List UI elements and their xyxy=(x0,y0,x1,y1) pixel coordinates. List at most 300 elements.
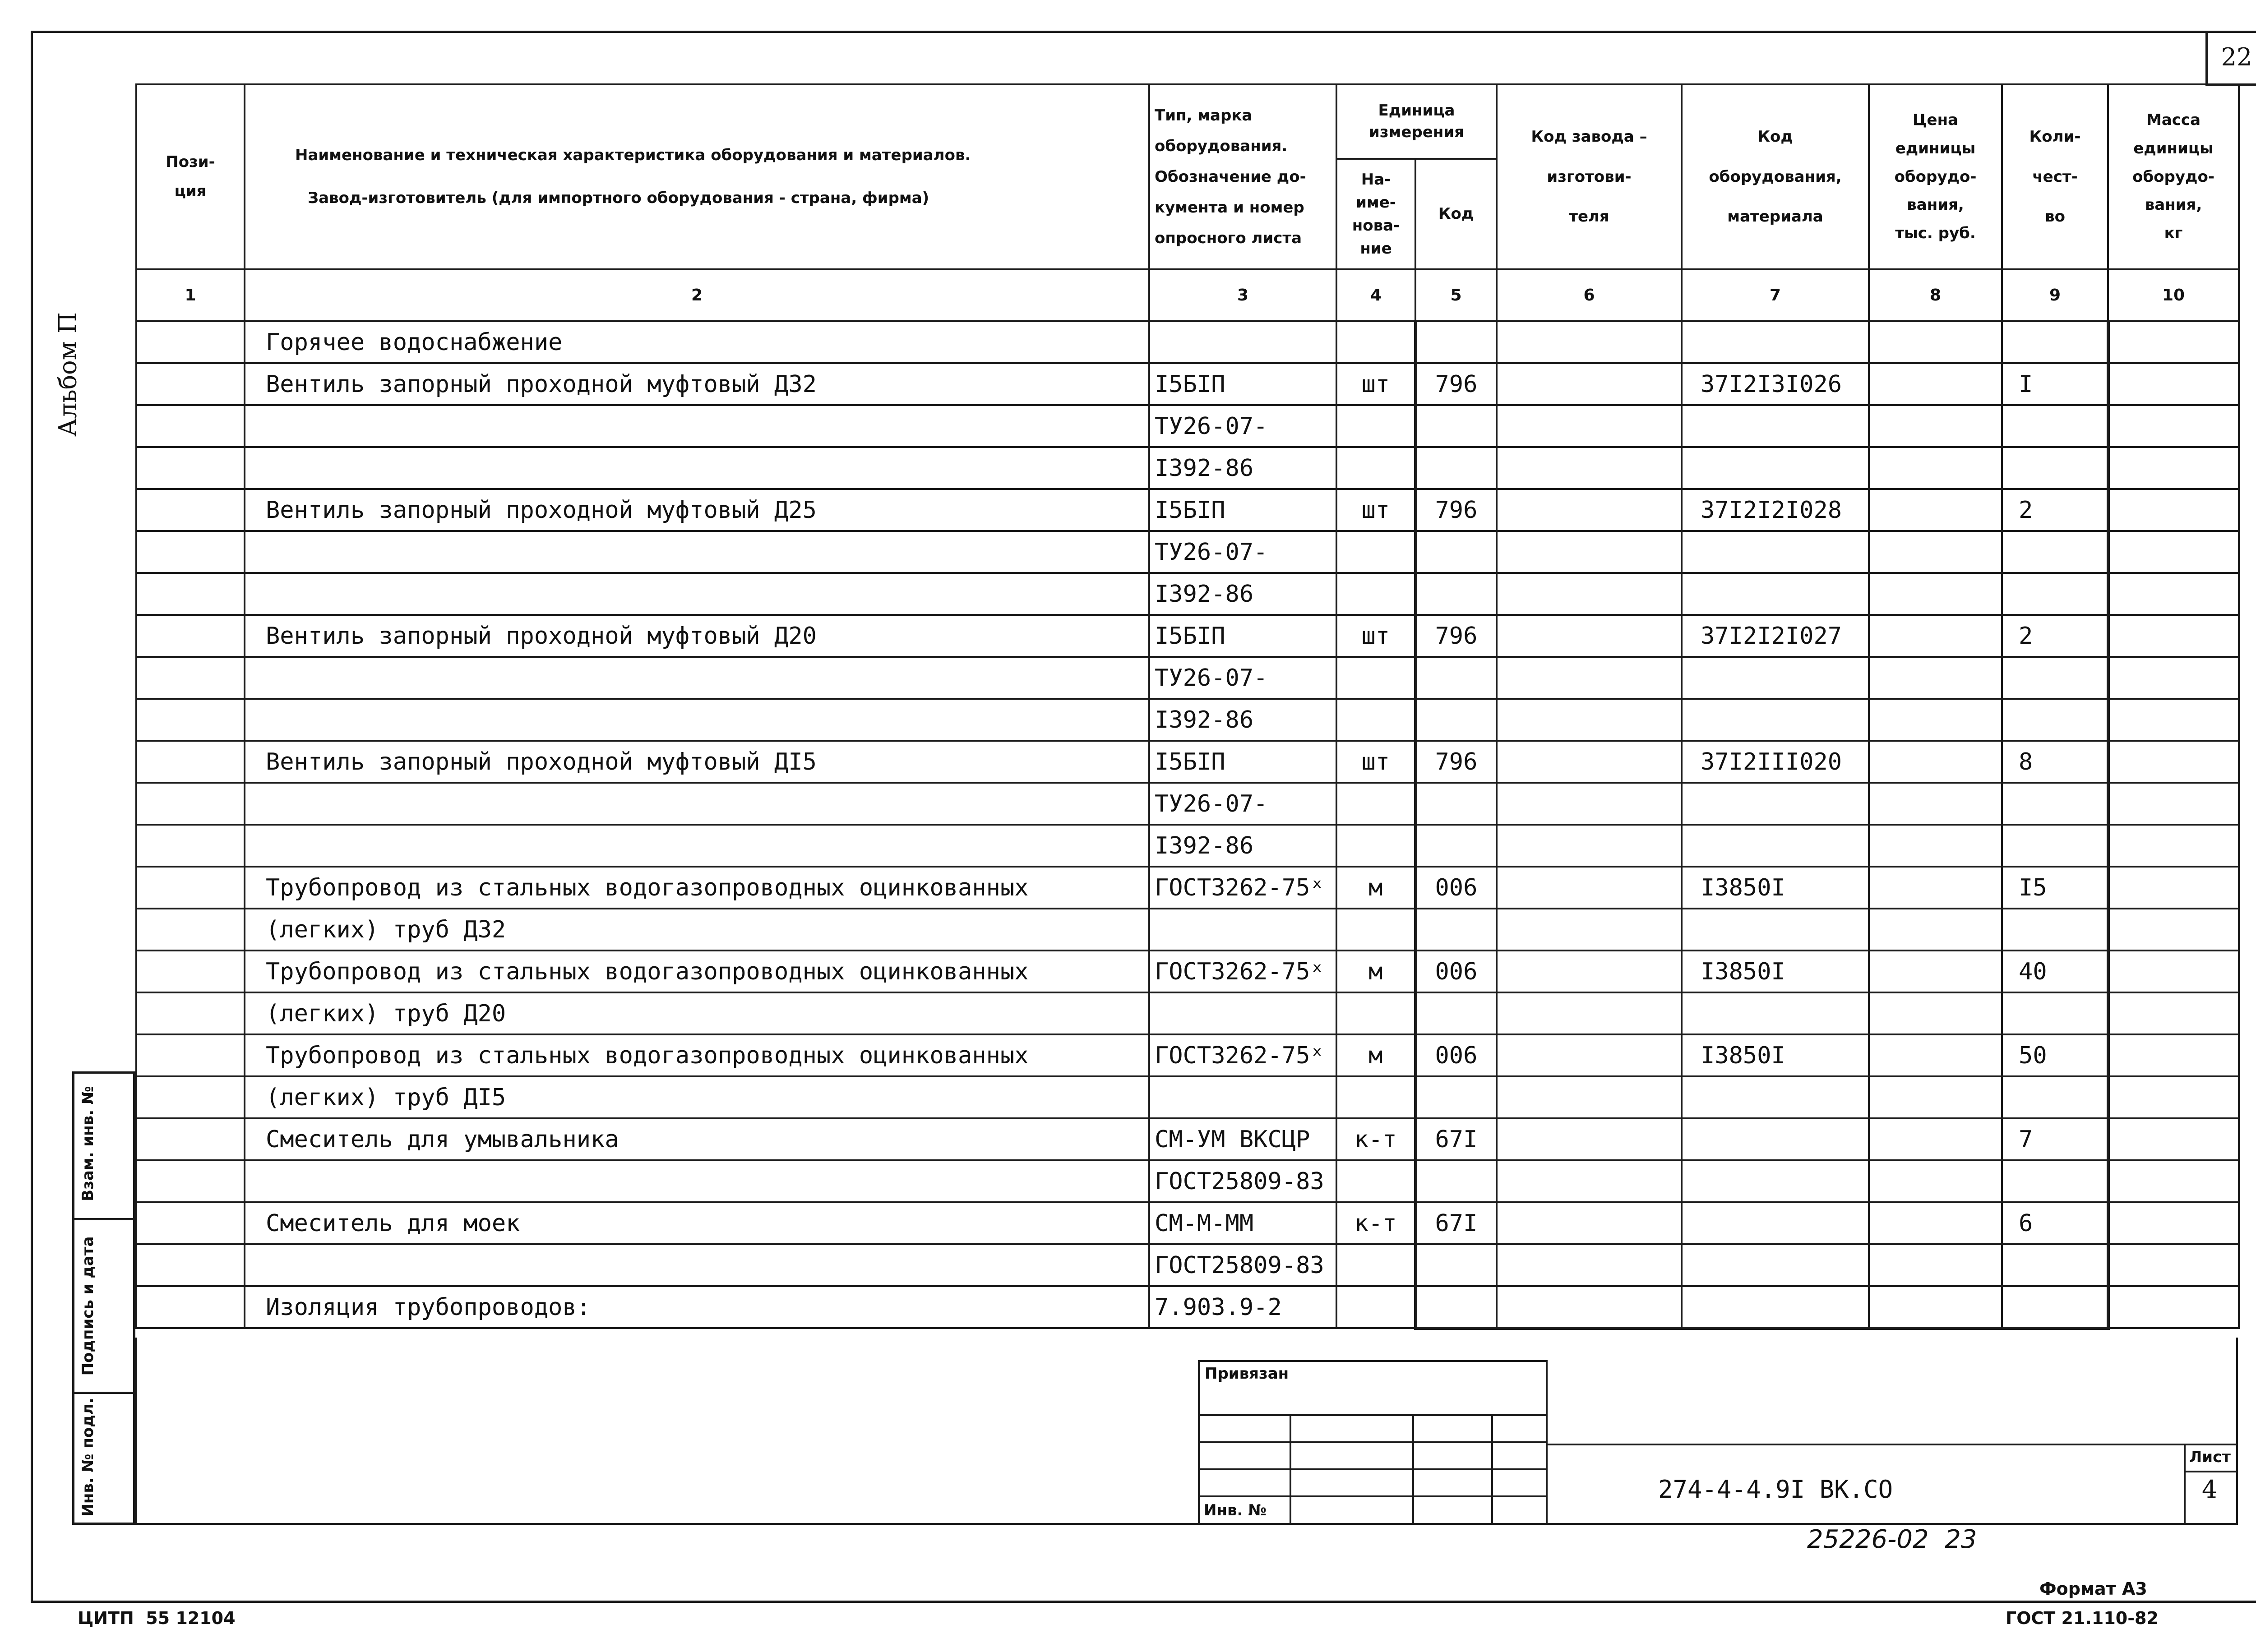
cell-unit xyxy=(1336,657,1415,699)
cell-mat xyxy=(1682,699,1869,741)
header-unit: Единица измерения xyxy=(1336,84,1497,159)
cell-code xyxy=(1415,825,1497,867)
table-row xyxy=(136,363,2239,405)
cell-qty: I5 xyxy=(2002,867,2108,909)
cell-unit xyxy=(1336,825,1415,867)
cell-factory xyxy=(1497,405,1682,447)
header-row-top xyxy=(136,84,2239,159)
header-pos: Пози- ция xyxy=(136,84,245,269)
cell-price xyxy=(1869,1286,2002,1328)
cell-pos xyxy=(136,825,245,867)
cell-name: Изоляция трубопроводов: xyxy=(245,1286,1149,1328)
cell-name: Вентиль запорный проходной муфтовый Д20 xyxy=(245,615,1149,657)
cell-pos xyxy=(136,1202,245,1244)
cell-pos xyxy=(136,1118,245,1160)
cell-unit: м xyxy=(1336,1034,1415,1076)
cell-price xyxy=(1869,1160,2002,1202)
cell-mass xyxy=(2108,1160,2239,1202)
table-row xyxy=(136,447,2239,489)
cell-mass xyxy=(2108,741,2239,783)
cell-name: Трубопровод из стальных водогазопроводных оцинкованных xyxy=(245,867,1149,909)
cell-code xyxy=(1415,1286,1497,1328)
cell-type: I5БIП xyxy=(1149,363,1336,405)
cell-factory xyxy=(1497,531,1682,573)
header-quantity: Коли- чест- во xyxy=(2002,84,2108,269)
cell-mass xyxy=(2108,1076,2239,1118)
list-value: 4 xyxy=(2202,1475,2218,1504)
cell-mass xyxy=(2108,1202,2239,1244)
table-row xyxy=(136,783,2239,825)
cell-name: (легких) труб ДI5 xyxy=(245,1076,1149,1118)
header-name: Наименование и техническая характеристика оборудования и материалов. Завод-изготовитель (для импортного оборудования - страна, фирма) xyxy=(245,84,1149,269)
table-row xyxy=(136,489,2239,531)
cell-mat: 37I2I2I028 xyxy=(1682,489,1869,531)
cell-mass xyxy=(2108,992,2239,1034)
cell-mat xyxy=(1682,1118,1869,1160)
table-row xyxy=(136,1244,2239,1286)
cell-qty xyxy=(2002,447,2108,489)
cell-mat xyxy=(1682,1160,1869,1202)
cell-mat: I3850I xyxy=(1682,1034,1869,1076)
table-row xyxy=(136,867,2239,909)
stamp-label-replaced: Взам. инв. № xyxy=(79,1086,97,1201)
cell-code xyxy=(1415,1160,1497,1202)
cell-mat xyxy=(1682,405,1869,447)
cell-name: (легких) труб Д20 xyxy=(245,992,1149,1034)
table-row xyxy=(136,741,2239,783)
cell-unit xyxy=(1336,447,1415,489)
cell-pos xyxy=(136,657,245,699)
cell-type: I5БIП xyxy=(1149,741,1336,783)
cell-unit: шт xyxy=(1336,615,1415,657)
cell-mass xyxy=(2108,951,2239,992)
cell-price xyxy=(1869,657,2002,699)
cell-price xyxy=(1869,741,2002,783)
cell-code xyxy=(1415,783,1497,825)
cell-code xyxy=(1415,699,1497,741)
table-row xyxy=(136,1034,2239,1076)
cell-mass xyxy=(2108,699,2239,741)
cell-price xyxy=(1869,951,2002,992)
table-row xyxy=(136,405,2239,447)
cell-factory xyxy=(1497,1202,1682,1244)
cell-name: Вентиль запорный проходной муфтовый Д32 xyxy=(245,363,1149,405)
cell-mat xyxy=(1682,447,1869,489)
cell-qty xyxy=(2002,783,2108,825)
cell-pos xyxy=(136,531,245,573)
cell-name xyxy=(245,405,1149,447)
cell-code: 796 xyxy=(1415,741,1497,783)
cell-price xyxy=(1869,1244,2002,1286)
cell-name: Трубопровод из стальных водогазопроводных оцинкованных xyxy=(245,1034,1149,1076)
cell-type: I392-86 xyxy=(1149,699,1336,741)
cell-qty xyxy=(2002,1286,2108,1328)
cell-mass xyxy=(2108,867,2239,909)
cell-name xyxy=(245,1160,1149,1202)
cell-pos xyxy=(136,783,245,825)
cell-mass xyxy=(2108,573,2239,615)
cell-pos xyxy=(136,405,245,447)
privyazan-line-2 xyxy=(1198,1441,1548,1443)
privyazan-vline-1 xyxy=(1290,1414,1291,1525)
cell-type: 7.903.9-2 xyxy=(1149,1286,1336,1328)
cell-qty xyxy=(2002,992,2108,1034)
table-row xyxy=(136,909,2239,951)
cell-factory xyxy=(1497,1118,1682,1160)
title-block xyxy=(135,1338,2238,1525)
cell-unit: к-т xyxy=(1336,1202,1415,1244)
cell-code xyxy=(1415,573,1497,615)
list-divider xyxy=(2184,1444,2186,1525)
cell-code xyxy=(1415,321,1497,363)
cell-qty xyxy=(2002,657,2108,699)
cell-price xyxy=(1869,447,2002,489)
cell-price xyxy=(1869,867,2002,909)
header-unit-code: Код xyxy=(1415,159,1497,269)
cell-mass xyxy=(2108,363,2239,405)
cell-mass xyxy=(2108,489,2239,531)
cell-type: ТУ26-07- xyxy=(1149,783,1336,825)
cell-price xyxy=(1869,1034,2002,1076)
cell-mass xyxy=(2108,1118,2239,1160)
cell-qty xyxy=(2002,1076,2108,1118)
table-row xyxy=(136,531,2239,573)
cell-price xyxy=(1869,1118,2002,1160)
table-row xyxy=(136,1118,2239,1160)
sheet-number: 22 xyxy=(2205,31,2256,86)
privyazan-line-4 xyxy=(1198,1495,1548,1497)
cell-qty xyxy=(2002,573,2108,615)
cell-name xyxy=(245,699,1149,741)
cell-code: 796 xyxy=(1415,363,1497,405)
cell-mat: 37I2I3I026 xyxy=(1682,363,1869,405)
cell-factory xyxy=(1497,699,1682,741)
cell-unit xyxy=(1336,1160,1415,1202)
cell-name xyxy=(245,783,1149,825)
cell-factory xyxy=(1497,951,1682,992)
cell-name xyxy=(245,1244,1149,1286)
table-row xyxy=(136,825,2239,867)
cell-qty: 40 xyxy=(2002,951,2108,992)
cell-mat xyxy=(1682,1076,1869,1118)
cell-qty xyxy=(2002,699,2108,741)
table-row xyxy=(136,992,2239,1034)
cell-unit: м xyxy=(1336,867,1415,909)
privyazan-vline-3 xyxy=(1491,1414,1493,1525)
cell-pos xyxy=(136,1286,245,1328)
cell-mat xyxy=(1682,1202,1869,1244)
cell-mass xyxy=(2108,1286,2239,1328)
cell-factory xyxy=(1497,992,1682,1034)
cell-pos xyxy=(136,1244,245,1286)
cell-mat xyxy=(1682,1244,1869,1286)
cell-pos xyxy=(136,363,245,405)
cell-unit xyxy=(1336,531,1415,573)
cell-unit xyxy=(1336,699,1415,741)
cell-factory xyxy=(1497,489,1682,531)
cell-type: ТУ26-07- xyxy=(1149,531,1336,573)
tsitp-label: ЦИТП 55 12104 xyxy=(78,1608,236,1628)
cell-mat xyxy=(1682,783,1869,825)
inv-no-label: Инв. № xyxy=(1204,1501,1267,1519)
cell-pos xyxy=(136,615,245,657)
table-row xyxy=(136,573,2239,615)
cell-factory xyxy=(1497,1286,1682,1328)
cell-mass xyxy=(2108,531,2239,573)
cell-type: ТУ26-07- xyxy=(1149,405,1336,447)
cell-name: Смеситель для умывальника xyxy=(245,1118,1149,1160)
cell-type: I5БIП xyxy=(1149,615,1336,657)
cell-type: ГОСТ25809-83 xyxy=(1149,1160,1336,1202)
table-row xyxy=(136,1160,2239,1202)
cell-pos xyxy=(136,909,245,951)
cell-pos xyxy=(136,951,245,992)
cell-price xyxy=(1869,1076,2002,1118)
cell-mat xyxy=(1682,573,1869,615)
cell-unit: к-т xyxy=(1336,1118,1415,1160)
cell-code: 006 xyxy=(1415,1034,1497,1076)
cell-mat: 37I2III020 xyxy=(1682,741,1869,783)
table-row xyxy=(136,1286,2239,1328)
cell-qty xyxy=(2002,825,2108,867)
cell-type xyxy=(1149,909,1336,951)
cell-mat xyxy=(1682,531,1869,573)
cell-pos xyxy=(136,699,245,741)
cell-type: ГОСТ3262-75ˣ xyxy=(1149,1034,1336,1076)
handwritten-number: 25226-02 23 xyxy=(1807,1525,1977,1554)
cell-mass xyxy=(2108,909,2239,951)
cell-unit: шт xyxy=(1336,489,1415,531)
cell-unit xyxy=(1336,992,1415,1034)
cell-mass xyxy=(2108,657,2239,699)
cell-price xyxy=(1869,363,2002,405)
cell-code xyxy=(1415,1244,1497,1286)
cell-type: I392-86 xyxy=(1149,447,1336,489)
cell-mat xyxy=(1682,321,1869,363)
table-body xyxy=(136,321,2239,1328)
cell-name xyxy=(245,657,1149,699)
cell-factory xyxy=(1497,825,1682,867)
cell-factory xyxy=(1497,1160,1682,1202)
cell-price xyxy=(1869,825,2002,867)
cell-price xyxy=(1869,489,2002,531)
stamp-top-line xyxy=(1548,1444,2238,1445)
cell-type xyxy=(1149,992,1336,1034)
cell-name: (легких) труб Д32 xyxy=(245,909,1149,951)
header-price: Цена единицы оборудо- вания, тыс. руб. xyxy=(1869,84,2002,269)
cell-mass xyxy=(2108,825,2239,867)
cell-pos xyxy=(136,489,245,531)
cell-type: СМ-УМ ВКСЦР xyxy=(1149,1118,1336,1160)
cell-type: I392-86 xyxy=(1149,573,1336,615)
header-unit-name: На- име- нова- ние xyxy=(1336,159,1415,269)
cell-unit xyxy=(1336,1076,1415,1118)
cell-factory xyxy=(1497,1034,1682,1076)
cell-mass xyxy=(2108,615,2239,657)
cell-price xyxy=(1869,783,2002,825)
cell-qty xyxy=(2002,405,2108,447)
cell-pos xyxy=(136,867,245,909)
cell-code xyxy=(1415,1076,1497,1118)
table-row xyxy=(136,1076,2239,1118)
table-row xyxy=(136,615,2239,657)
cell-unit: шт xyxy=(1336,363,1415,405)
cell-code: 006 xyxy=(1415,951,1497,992)
cell-mass xyxy=(2108,1034,2239,1076)
cell-qty: 7 xyxy=(2002,1118,2108,1160)
cell-type: I392-86 xyxy=(1149,825,1336,867)
cell-factory xyxy=(1497,363,1682,405)
table-row xyxy=(136,1202,2239,1244)
format-label: Формат А3 xyxy=(2039,1579,2147,1599)
cell-type: I5БIП xyxy=(1149,489,1336,531)
cell-unit: м xyxy=(1336,951,1415,992)
cell-unit: шт xyxy=(1336,741,1415,783)
cell-price xyxy=(1869,321,2002,363)
cell-factory xyxy=(1497,615,1682,657)
cell-factory xyxy=(1497,1076,1682,1118)
stamp-label-original: Инв. № подл. xyxy=(79,1398,97,1517)
cell-qty: 6 xyxy=(2002,1202,2108,1244)
cell-factory xyxy=(1497,783,1682,825)
cell-code xyxy=(1415,447,1497,489)
cell-code xyxy=(1415,657,1497,699)
cell-price xyxy=(1869,699,2002,741)
cell-mat: I3850I xyxy=(1682,951,1869,992)
gost-label: ГОСТ 21.110-82 xyxy=(2006,1608,2159,1628)
cell-mat: 37I2I2I027 xyxy=(1682,615,1869,657)
cell-code xyxy=(1415,909,1497,951)
cell-name xyxy=(245,447,1149,489)
cell-pos xyxy=(136,573,245,615)
cell-name: Вентиль запорный проходной муфтовый Д25 xyxy=(245,489,1149,531)
cell-mass xyxy=(2108,405,2239,447)
cell-price xyxy=(1869,615,2002,657)
header-factory-code: Код завода – изготови- теля xyxy=(1497,84,1682,269)
cell-code: 67I xyxy=(1415,1202,1497,1244)
cell-price xyxy=(1869,992,2002,1034)
cell-mass xyxy=(2108,783,2239,825)
cell-code: 67I xyxy=(1415,1118,1497,1160)
cell-unit xyxy=(1336,405,1415,447)
cell-price xyxy=(1869,531,2002,573)
cell-factory xyxy=(1497,741,1682,783)
cell-pos xyxy=(136,447,245,489)
cell-name xyxy=(245,531,1149,573)
cell-type: ГОСТ3262-75ˣ xyxy=(1149,951,1336,992)
cell-qty xyxy=(2002,531,2108,573)
cell-pos xyxy=(136,321,245,363)
cell-code xyxy=(1415,531,1497,573)
cell-mat xyxy=(1682,1286,1869,1328)
table-row xyxy=(136,657,2239,699)
cell-pos xyxy=(136,741,245,783)
cell-qty xyxy=(2002,1244,2108,1286)
cell-code xyxy=(1415,992,1497,1034)
cell-price xyxy=(1869,909,2002,951)
cell-factory xyxy=(1497,909,1682,951)
list-line xyxy=(2184,1471,2238,1472)
cell-unit xyxy=(1336,321,1415,363)
cell-type: ГОСТ25809-83 xyxy=(1149,1244,1336,1286)
cell-name xyxy=(245,573,1149,615)
cell-name: Вентиль запорный проходной муфтовый ДI5 xyxy=(245,741,1149,783)
cell-qty: 2 xyxy=(2002,489,2108,531)
table-row xyxy=(136,321,2239,363)
cell-qty: 2 xyxy=(2002,615,2108,657)
cell-factory xyxy=(1497,447,1682,489)
cell-pos xyxy=(136,1160,245,1202)
cell-unit xyxy=(1336,909,1415,951)
cell-unit xyxy=(1336,1244,1415,1286)
cell-pos xyxy=(136,992,245,1034)
cell-code: 006 xyxy=(1415,867,1497,909)
header-type: Тип, марка оборудования. Обозначение до- кумента и номер опросного листа xyxy=(1149,84,1336,269)
cell-mat: I3850I xyxy=(1682,867,1869,909)
cell-qty xyxy=(2002,1160,2108,1202)
cell-type xyxy=(1149,1076,1336,1118)
side-album-label: Альбом П xyxy=(53,312,82,437)
privyazan-line-3 xyxy=(1198,1468,1548,1470)
cell-qty xyxy=(2002,909,2108,951)
cell-mat xyxy=(1682,992,1869,1034)
cell-type: СМ-М-ММ xyxy=(1149,1202,1336,1244)
cell-pos xyxy=(136,1034,245,1076)
cell-mat xyxy=(1682,657,1869,699)
cell-unit xyxy=(1336,783,1415,825)
cell-factory xyxy=(1497,321,1682,363)
table-row xyxy=(136,951,2239,992)
specification-table xyxy=(135,83,2240,1330)
cell-type xyxy=(1149,321,1336,363)
privyazan-label: Привязан xyxy=(1205,1365,1289,1383)
header-material-code: Код оборудования, материала xyxy=(1682,84,1869,269)
cell-factory xyxy=(1497,573,1682,615)
cell-qty: 8 xyxy=(2002,741,2108,783)
cell-factory xyxy=(1497,657,1682,699)
table-row xyxy=(136,699,2239,741)
cell-price xyxy=(1869,405,2002,447)
cell-qty: 50 xyxy=(2002,1034,2108,1076)
cell-code: 796 xyxy=(1415,615,1497,657)
list-label: Лист xyxy=(2189,1448,2231,1466)
cell-name: Горячее водоснабжение xyxy=(245,321,1149,363)
stamp-label-signature: Подпись и дата xyxy=(79,1236,97,1376)
cell-factory xyxy=(1497,1244,1682,1286)
cell-type: ТУ26-07- xyxy=(1149,657,1336,699)
cell-mat xyxy=(1682,825,1869,867)
column-number-row: 1 2 3 4 5 6 7 8 9 10 xyxy=(136,269,2239,321)
cell-pos xyxy=(136,1076,245,1118)
privyazan-line-1 xyxy=(1198,1414,1548,1416)
cell-name xyxy=(245,825,1149,867)
cell-name: Смеситель для моек xyxy=(245,1202,1149,1244)
cell-type: ГОСТ3262-75ˣ xyxy=(1149,867,1336,909)
cell-qty xyxy=(2002,321,2108,363)
cell-unit xyxy=(1336,1286,1415,1328)
cell-mass xyxy=(2108,1244,2239,1286)
cell-name: Трубопровод из стальных водогазопроводных оцинкованных xyxy=(245,951,1149,992)
privyazan-vline-2 xyxy=(1412,1414,1414,1525)
cell-mass xyxy=(2108,321,2239,363)
cell-code xyxy=(1415,405,1497,447)
cell-mat xyxy=(1682,909,1869,951)
header-mass: Масса единицы оборудо- вания, кг xyxy=(2108,84,2239,269)
document-code: 274-4-4.9I ВК.СО xyxy=(1658,1475,1893,1504)
cell-price xyxy=(1869,1202,2002,1244)
cell-unit xyxy=(1336,573,1415,615)
cell-mass xyxy=(2108,447,2239,489)
